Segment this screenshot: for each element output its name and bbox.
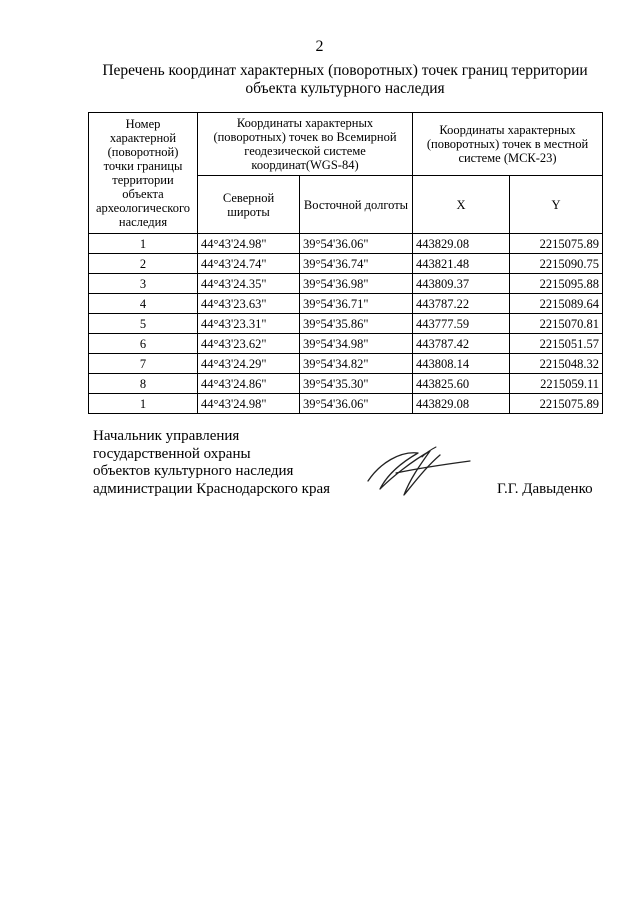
subheader-x: X — [413, 176, 510, 234]
cell-north-latitude: 44°43'24.29" — [198, 354, 300, 374]
table-row — [89, 394, 603, 414]
cell-point-number: 1 — [89, 234, 198, 254]
cell-east-longitude: 39°54'36.98" — [300, 274, 413, 294]
cell-x: 443787.22 — [413, 294, 510, 314]
cell-north-latitude: 44°43'23.62" — [198, 334, 300, 354]
cell-east-longitude: 39°54'35.86" — [300, 314, 413, 334]
cell-y: 2215075.89 — [510, 234, 603, 254]
cell-y: 2215051.57 — [510, 334, 603, 354]
document-title — [90, 62, 600, 98]
cell-north-latitude: 44°43'24.35" — [198, 274, 300, 294]
page-number: 2 — [315, 38, 324, 55]
cell-y: 2215089.64 — [510, 294, 603, 314]
signatory-position — [93, 428, 330, 498]
cell-x: 443829.08 — [413, 394, 510, 414]
cell-point-number: 2 — [89, 254, 198, 274]
cell-east-longitude: 39°54'35.30" — [300, 374, 413, 394]
cell-y: 2215059.11 — [510, 374, 603, 394]
table-row — [89, 254, 603, 274]
table-row — [89, 294, 603, 314]
cell-north-latitude: 44°43'24.74" — [198, 254, 300, 274]
position-line: объектов культурного наследия — [93, 463, 294, 479]
header-point-number: Номер характерной (поворотной) точки границы территории объекта археологического наследия — [89, 113, 198, 234]
cell-east-longitude: 39°54'34.98" — [300, 334, 413, 354]
subheader-north-latitude: Северной широты — [198, 176, 300, 234]
cell-x: 443808.14 — [413, 354, 510, 374]
table-row — [89, 374, 603, 394]
cell-point-number: 6 — [89, 334, 198, 354]
subheader-east-longitude: Восточной долготы — [300, 176, 413, 234]
table-row — [89, 314, 603, 334]
cell-north-latitude: 44°43'23.31" — [198, 314, 300, 334]
cell-y: 2215048.32 — [510, 354, 603, 374]
cell-north-latitude: 44°43'24.98" — [198, 394, 300, 414]
cell-x: 443825.60 — [413, 374, 510, 394]
cell-y: 2215095.88 — [510, 274, 603, 294]
table-row — [89, 274, 603, 294]
cell-east-longitude: 39°54'34.82" — [300, 354, 413, 374]
cell-y: 2215075.89 — [510, 394, 603, 414]
header-msk23: Координаты характерных (поворотных) точек в местной системе (МСК-23) — [413, 113, 603, 176]
cell-x: 443787.42 — [413, 334, 510, 354]
cell-x: 443821.48 — [413, 254, 510, 274]
title-line-1: Перечень координат характерных (поворотных) точек границ территории — [102, 62, 588, 79]
cell-point-number: 5 — [89, 314, 198, 334]
signatory-name: Г.Г. Давыденко — [497, 481, 593, 497]
title-line-2: объекта культурного наследия — [245, 80, 445, 97]
cell-east-longitude: 39°54'36.06" — [300, 234, 413, 254]
cell-point-number: 8 — [89, 374, 198, 394]
cell-x: 443777.59 — [413, 314, 510, 334]
cell-y: 2215090.75 — [510, 254, 603, 274]
coordinates-table-body — [89, 234, 603, 414]
table-row — [89, 334, 603, 354]
cell-x: 443829.08 — [413, 234, 510, 254]
cell-y: 2215070.81 — [510, 314, 603, 334]
subheader-y: Y — [510, 176, 603, 234]
cell-east-longitude: 39°54'36.71" — [300, 294, 413, 314]
cell-point-number: 3 — [89, 274, 198, 294]
cell-x: 443809.37 — [413, 274, 510, 294]
position-line: государственной охраны — [93, 445, 251, 462]
table-row — [89, 234, 603, 254]
handwritten-signature — [360, 443, 475, 503]
cell-north-latitude: 44°43'24.86" — [198, 374, 300, 394]
cell-point-number: 1 — [89, 394, 198, 414]
table-row — [89, 354, 603, 374]
cell-north-latitude: 44°43'23.63" — [198, 294, 300, 314]
cell-point-number: 4 — [89, 294, 198, 314]
cell-point-number: 7 — [89, 354, 198, 374]
cell-north-latitude: 44°43'24.98" — [198, 234, 300, 254]
cell-east-longitude: 39°54'36.06" — [300, 394, 413, 414]
coordinates-table — [88, 112, 603, 414]
header-wgs84: Координаты характерных (поворотных) точек во Всемирной геодезической системе координат(WGS-84) — [198, 113, 413, 176]
position-line: Начальник управления — [93, 428, 240, 444]
cell-east-longitude: 39°54'36.74" — [300, 254, 413, 274]
position-line: администрации Краснодарского края — [93, 480, 331, 497]
